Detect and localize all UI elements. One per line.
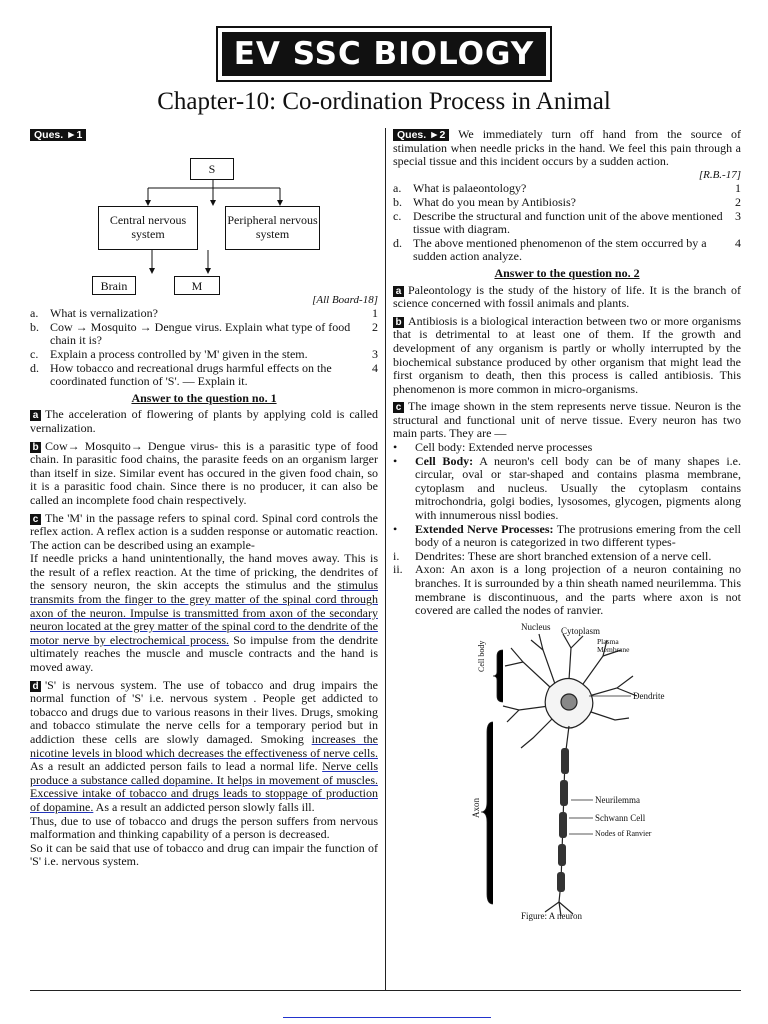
- question-2-tag: Ques. ►2: [393, 129, 449, 141]
- answer-2a: a Paleontology is the study of the history of life. It is the branch of science concerned with fossil animals and plants.: [393, 282, 741, 311]
- nervous-system-diagram: [30, 142, 378, 294]
- roman-dendrites: i. Dendrites: These are short branched extension of a nerve cell.: [393, 548, 712, 563]
- left-column: [30, 128, 378, 869]
- q2-stem: Ques. ►2 We immediately turn off hand from the source of stimulation when needle pricks in the hand. We feel this pain through a special tissue and this incident occurs by a sudden action.: [393, 127, 741, 169]
- q2-item-c: c. Describe the structural and function unit of the above mentioned tissue with diagram. 3: [393, 208, 741, 237]
- node-central-nervous-system: Central nervous system: [98, 206, 198, 250]
- label-cell-body: Cell body: [477, 640, 486, 672]
- label-nodes-of-ranvier: Nodes of Ranvier: [595, 828, 652, 838]
- q2-item-d: d. The above mentioned phenomenon of the stem occurred by a sudden action analyze. 4: [393, 235, 741, 264]
- answer-2-heading: Answer to the question no. 2: [494, 265, 640, 280]
- chapter-title: Chapter-10: Co-ordination Process in Animal: [157, 88, 611, 115]
- answer-2c-intro: c The image shown in the stem represents nerve tissue. Neuron is the structural and functional unit of nerve tissue. Every neuron has two main parts. They are —: [393, 399, 741, 441]
- right-column: [393, 128, 741, 922]
- answer-1d-para3: So it can be said that use of tobacco and drug can impair the function of 'S' i.e. nervous system.: [30, 840, 378, 869]
- answer-1b: b Cow→ Mosquito→ Dengue virus- this is a parasitic type of food chain. In parasitic food chains, the parasite feeds on an organism larger than itself in size. Similar event has occured in the given food chain, so it is a parasitic food chain. Since there is no producer, it can also be called an incomplete food chain respectively.: [30, 438, 378, 507]
- q1-item-d: d. How tobacco and recreational drugs harmful effects on the coordinated function of 'S'. — Explain it. 4: [30, 360, 378, 389]
- q1-source: [All Board-18]: [312, 293, 378, 306]
- answer-2b: b Antibiosis is a biological interaction between two or more organisms that is detrimental to at least one of them. If the growth and development of any organism is partly or wholly interrupted by the biochemical substance produced by other organism that might lead the first organism to death, then this process is called antibiosis. This phenomenon is more common in micro-organisms.: [393, 313, 741, 396]
- label-axon: Axon: [471, 797, 481, 818]
- label-schwann-cell: Schwann Cell: [595, 812, 646, 823]
- neuron-drawing: [393, 622, 741, 922]
- q1-item-a: a. What is vernalization? 1: [30, 306, 378, 321]
- question-1-tag: Ques. ►1: [30, 129, 86, 141]
- node-s: S: [190, 158, 234, 180]
- node-peripheral-nervous-system: Peripheral nervous system: [225, 206, 320, 250]
- bottom-link-line: [283, 1017, 491, 1018]
- answer-1a: a The acceleration of flowering of plants by applying cold is called vernalization.: [30, 407, 378, 435]
- node-m: M: [174, 276, 220, 295]
- node-brain: Brain: [92, 276, 136, 295]
- answer-1-heading: Answer to the question no. 1: [131, 390, 277, 405]
- column-divider: [385, 128, 386, 990]
- q2-source: [R.B.-17]: [698, 168, 741, 181]
- bottom-rule: [30, 990, 741, 991]
- q1-item-b: b. Cow → Mosquito → Dengue virus. Explain what type of food chain it is? 2: [30, 319, 378, 348]
- figure-caption: Figure: A neuron: [521, 910, 582, 921]
- banner-text: EV SSC BIOLOGY: [222, 32, 546, 76]
- label-dendrite: Dendrite: [633, 690, 665, 701]
- label-nucleus: Nucleus: [521, 621, 551, 632]
- q1-item-c: c. Explain a process controlled by 'M' given in the stem. 3: [30, 346, 378, 361]
- roman-axon: ii. Axon: An axon is a long projection of a neuron containing no branches. It is surrounded by a thin sheath named neurilemma. This membrane is discontinuous, and the parts where axon is not covered are called the nodes of ranvier.: [393, 562, 741, 618]
- answer-1d-para2: Thus, due to use of tobacco and drugs the person suffers from nervous malformation and thinking capability of a person is decreased.: [30, 813, 378, 842]
- label-plasma-membrane: Plasma Membrane: [597, 636, 630, 654]
- neuron-figure: [393, 622, 741, 922]
- label-cytoplasm: Cytoplasm: [561, 625, 601, 636]
- q2-item-a: a. What is palaeontology? 1: [393, 181, 741, 196]
- answer-1c-para1: c The 'M' in the passage refers to spinal cord. Spinal cord controls the reflex action. A reflex action is a sudden response or automatic reaction. The action can be described using an example-: [30, 510, 378, 552]
- bullet-cell-body: • Cell Body: A neuron's cell body can be of many shapes i.e. circular, oval or star-shaped and contains plasma membrane, cytoplasm and nucleus. Usually the cytoplasm contains mitrochondria, golgi bodies, lysosomes, glycogen, pigments along with innumerous nissl bodies.: [393, 453, 741, 523]
- answer-1d-para1: d 'S' is nervous system. The use of tobacco and drug impairs the normal function of 'S' i.e. nervous system . People get addicted to tobacco and drugs due to various reasons in their lives. Drugs, smoking and tobacco stimulate the nerve cells for a temporary period but in addiction these cells are slowly damaged. Smoking increases the nicotine levels in blood which decreases the effectiveness of nerve cells. As a result an addicted person fails to lead a normal life. Nerve cells produce a substance called dopamine. It helps in movement of muscles. Excessive intake of tobacco and drugs leads to stoppage of production of dopamine. As a result an addicted person slowly falls ill.: [30, 677, 378, 814]
- answer-1c-para2: If needle pricks a hand unintentionally, the hand moves away. This is the result of a reflex reaction. At the time of pricking, the dendrites of the sensory neuron, the skin accepts the stimulus and the stimulus transmits from the finger to the grey matter of the spinal cord through axon of the neuron. Impulse is transmitted from axon of the secondary neuron located at the grey matter of the spinal cord to the dendrite of the motor nerve by electrochemical process. So impulse from the dendrite ultimately reaches the muscle and muscle contracts and the hand is moved away.: [30, 551, 379, 675]
- title-banner: [216, 26, 552, 82]
- label-neurilemma: Neurilemma: [595, 794, 640, 805]
- q2-item-b: b. What do you mean by Antibiosis? 2: [393, 194, 741, 209]
- bullet-cell-body-extended: • Cell body: Extended nerve processes: [393, 440, 593, 455]
- bullet-extended-nerve-processes: • Extended Nerve Processes: The protrusions emering from the cell body of a neuron is categorized in two different types-: [393, 521, 741, 550]
